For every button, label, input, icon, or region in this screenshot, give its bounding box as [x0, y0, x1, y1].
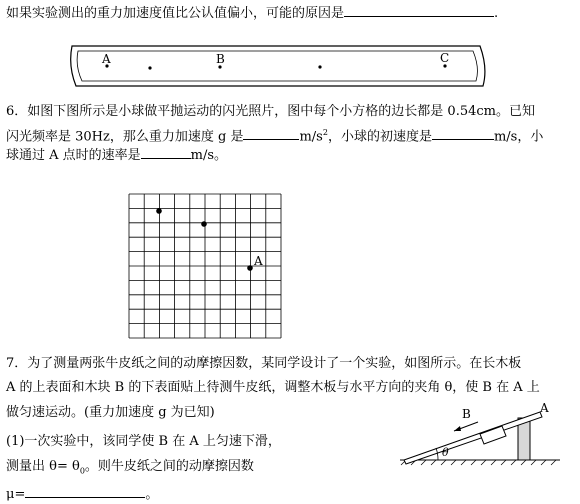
q5-blank[interactable] [344, 3, 494, 17]
tape-label-a: A [102, 52, 111, 66]
q7-line4: (1)一次实验中，该同学使 B 在 A 上匀速下滑， [6, 434, 281, 449]
q6-line2: 闪光频率是 30Hz，那么重力加速度 g 是 $m/s^2$，小球的初速度是 m/s，小 [6, 128, 544, 145]
q7-blank-mu[interactable] [25, 484, 145, 498]
label-theta: θ [442, 446, 449, 459]
q7-line2: A 的上表面和木块 B 的下表面贴上待测牛皮纸，调整木板与水平方向的夹角 θ，使 B 在 A 上 [6, 380, 540, 395]
q7-line1: 7．为了测量两张牛皮纸之间的动摩擦因数，某同学设计了一个实验，如图所示。在长木板 [6, 356, 522, 371]
ball-point-2 [201, 221, 207, 227]
q6-blank-v0[interactable] [432, 126, 494, 140]
label-a: A [540, 401, 549, 415]
q5-text: 如果实验测出的重力加速度值比公认值偏小，可能的原因是 [6, 6, 345, 21]
q7-line3: 做匀速运动。(重力加速度 g 为已知) [6, 405, 215, 420]
q7-line6: μ= 。 [6, 484, 158, 504]
tape-dot [148, 66, 151, 69]
tape-dot [318, 65, 321, 68]
label-b: B [462, 407, 471, 421]
incline-figure [400, 400, 560, 466]
ball-point-a [247, 265, 253, 271]
q6-blank-g[interactable] [243, 126, 299, 140]
flash-photo-grid [128, 193, 288, 341]
point-a-label: A [254, 254, 263, 268]
ball-point-1 [156, 208, 162, 214]
q6-line1: 6．如图下图所示是小球做平抛运动的闪光照片，图中每个小方格的边长都是 0.54cm。已知 [6, 104, 535, 119]
q6-line3: 球通过 A 点时的速率是 m/s。 [6, 145, 227, 165]
q6-blank-va[interactable] [141, 145, 191, 159]
q7-line5: 测量出 $\theta= \theta_0$。则牛皮纸之间的动摩擦因数 [6, 459, 254, 476]
q5-line: 如果实验测出的重力加速度值比公认值偏小，可能的原因是 . [6, 3, 498, 23]
tape-label-b: B [216, 52, 225, 66]
paper-tape-figure [70, 42, 490, 90]
tape-label-c: C [440, 51, 450, 65]
